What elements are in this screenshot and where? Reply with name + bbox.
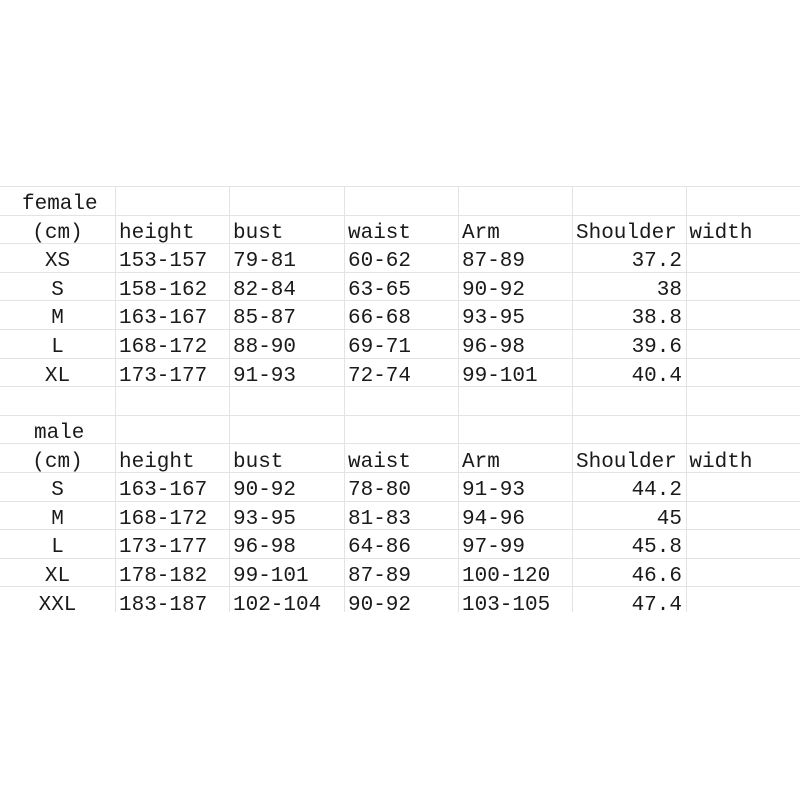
female-section-title: female [22,193,98,216]
size-label: XL [44,565,71,588]
shoulder-value: 38 [656,278,682,302]
female-unit-header: (cm) [32,221,83,245]
table-row [0,333,800,362]
bust-value: 90-92 [233,479,297,503]
height-value: 183-187 [119,593,208,612]
bust-value: 85-87 [233,307,297,331]
waist-value: 90-92 [348,593,412,612]
shoulder-value: 47.4 [631,593,682,612]
female-shoulder-header: Shoulder width [576,221,753,245]
height-value: 163-167 [119,307,208,331]
shoulder-value: 37.2 [631,250,682,274]
male-title-row [0,419,800,448]
bust-value: 82-84 [233,278,297,302]
table-row [0,276,800,305]
height-value: 163-167 [119,479,208,503]
waist-value: 66-68 [348,307,412,331]
table-row [0,304,800,333]
bust-value: 93-95 [233,507,297,531]
male-bust-header: bust [233,450,284,474]
height-value: 153-157 [119,250,208,274]
size-label: XS [44,250,71,274]
size-label: L [51,336,64,359]
table-row [0,247,800,276]
female-header-row [0,219,800,248]
size-label: S [51,479,64,503]
shoulder-value: 40.4 [631,364,682,388]
size-label: S [51,278,64,302]
male-height-header: height [119,450,195,474]
male-waist-header: waist [348,450,412,474]
table-row [0,476,800,505]
table-row [0,362,800,391]
bust-value: 91-93 [233,364,297,388]
size-label: XL [44,364,71,388]
male-header-row [0,448,800,477]
waist-value: 72-74 [348,364,412,388]
male-shoulder-header: Shoulder width [576,450,753,474]
female-bust-header: bust [233,221,284,245]
table-row [0,505,800,534]
bust-value: 102-104 [233,593,322,612]
size-chart-sheet [0,186,800,612]
arm-value: 94-96 [462,507,526,531]
height-value: 158-162 [119,278,208,302]
bust-value: 96-98 [233,536,297,560]
arm-value: 97-99 [462,536,526,560]
height-value: 168-172 [119,507,208,531]
shoulder-value: 39.6 [631,336,682,359]
arm-value: 96-98 [462,336,526,359]
height-value: 173-177 [119,364,208,388]
female-title-row [0,190,800,219]
height-value: 168-172 [119,336,208,359]
arm-value: 91-93 [462,479,526,503]
height-value: 178-182 [119,565,208,588]
male-section-title: male [34,422,85,445]
arm-value: 100-120 [462,565,551,588]
bust-value: 79-81 [233,250,297,274]
size-label: M [51,507,64,531]
table-row [0,533,800,562]
arm-value: 90-92 [462,278,526,302]
grid-line [0,186,800,187]
shoulder-value: 38.8 [631,307,682,331]
shoulder-value: 44.2 [631,479,682,503]
table-row [0,562,800,591]
table-row [0,591,800,612]
height-value: 173-177 [119,536,208,560]
waist-value: 60-62 [348,250,412,274]
size-label: M [51,307,64,331]
waist-value: 64-86 [348,536,412,560]
waist-value: 87-89 [348,565,412,588]
arm-value: 87-89 [462,250,526,274]
bust-value: 88-90 [233,336,297,359]
size-label: L [51,536,64,560]
grid-line [0,415,800,416]
arm-value: 103-105 [462,593,551,612]
female-height-header: height [119,221,195,245]
waist-value: 78-80 [348,479,412,503]
male-arm-header: Arm [462,450,500,474]
shoulder-value: 46.6 [631,565,682,588]
shoulder-value: 45 [656,507,682,531]
shoulder-value: 45.8 [631,536,682,560]
arm-value: 99-101 [462,364,538,388]
male-unit-header: (cm) [32,450,83,474]
female-arm-header: Arm [462,221,500,245]
size-label: XXL [38,593,77,612]
waist-value: 69-71 [348,336,412,359]
waist-value: 63-65 [348,278,412,302]
female-waist-header: waist [348,221,412,245]
bust-value: 99-101 [233,565,309,588]
arm-value: 93-95 [462,307,526,331]
waist-value: 81-83 [348,507,412,531]
